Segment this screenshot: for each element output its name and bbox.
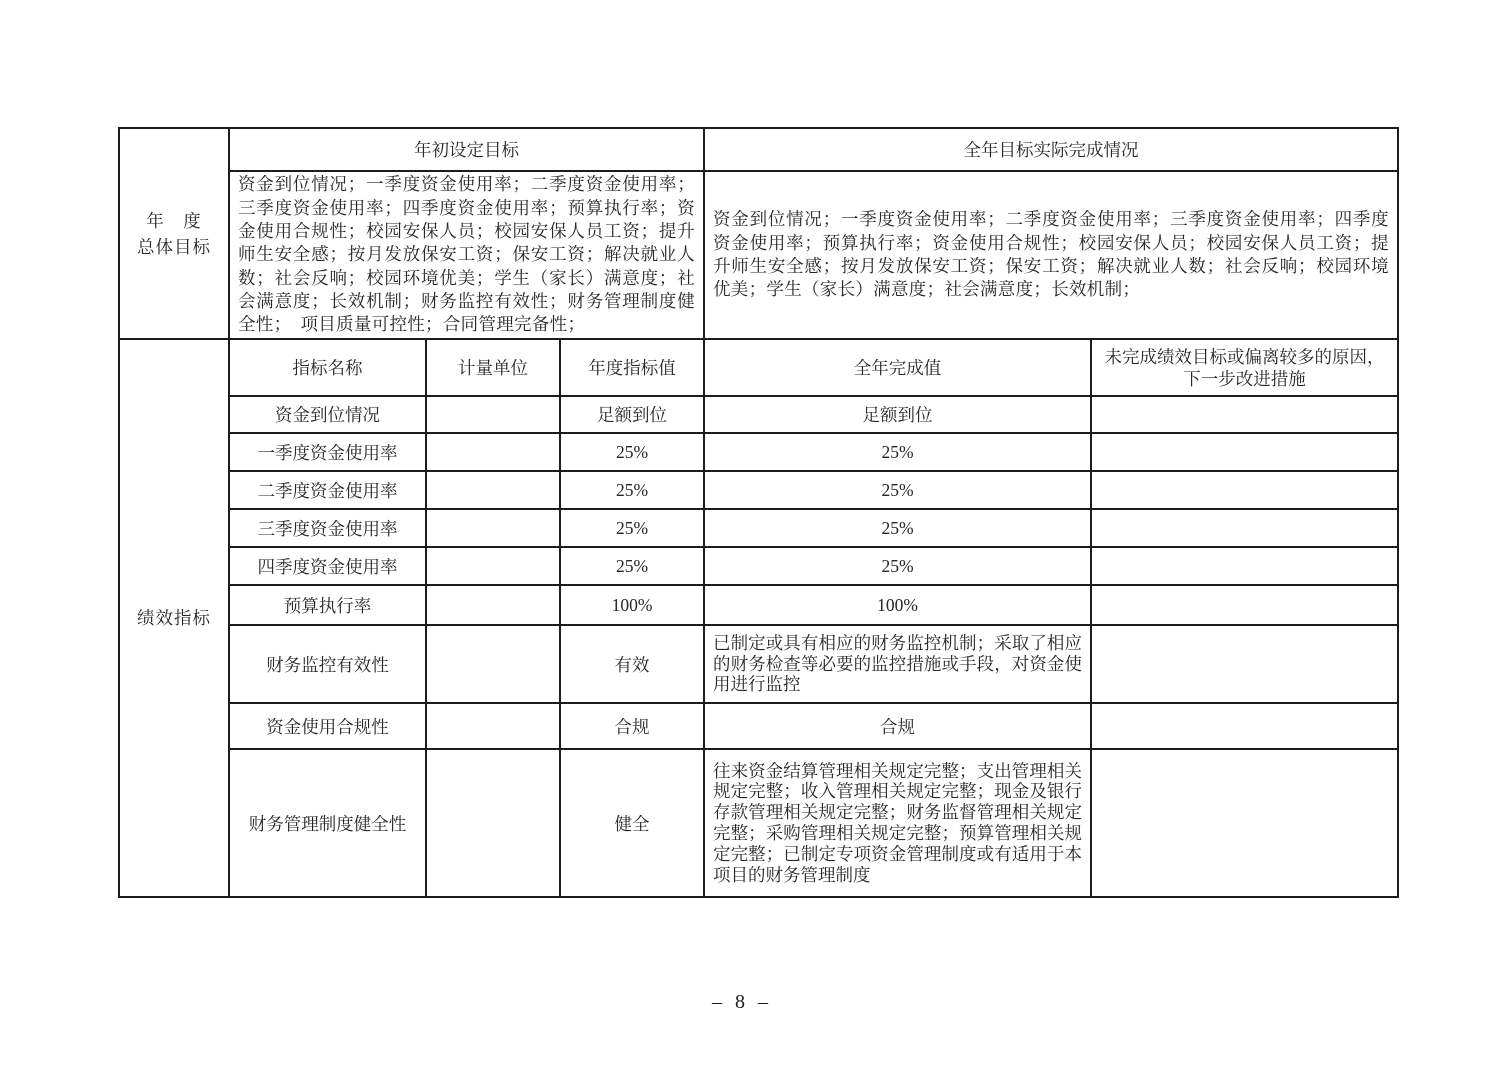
unit-cell (426, 585, 560, 625)
target-value-cell: 25% (560, 433, 704, 471)
indicators-row-label: 绩效指标 (119, 339, 229, 897)
indicator-name-cell: 一季度资金使用率 (229, 433, 426, 471)
actual-value-cell: 足额到位 (704, 396, 1091, 433)
set-goals-header: 年初设定目标 (229, 128, 704, 171)
annual-goals-header-row (119, 128, 1398, 171)
indicator-name-cell: 财务监控有效性 (229, 625, 426, 703)
reason-cell (1091, 471, 1398, 509)
indicator-row (119, 433, 1398, 471)
indicator-name-cell: 资金使用合规性 (229, 703, 426, 749)
set-goals-text: 资金到位情况；一季度资金使用率；二季度资金使用率；三季度资金使用率；四季度资金使用率；预算执行率；资金使用合规性；校园安保人员；校园安保人员工资；提升师生安全感；按月发放保安工资；保安工资；解决就业人数；社会反响；校园环境优美；学生（家长）满意度；社会满意度；长效机制；财务监控有效性；财务管理制度健全性； 项目质量可控性；合同管理完备性； (229, 171, 704, 339)
unit-cell (426, 625, 560, 703)
col-header-target: 年度指标值 (560, 339, 704, 396)
col-header-name: 指标名称 (229, 339, 426, 396)
target-value-cell: 25% (560, 547, 704, 585)
indicator-row (119, 509, 1398, 547)
unit-cell (426, 433, 560, 471)
unit-cell (426, 509, 560, 547)
indicator-row (119, 547, 1398, 585)
target-value-cell: 合规 (560, 703, 704, 749)
indicator-row (119, 585, 1398, 625)
unit-cell (426, 396, 560, 433)
completion-text: 资金到位情况；一季度资金使用率；二季度资金使用率；三季度资金使用率；四季度资金使用率；预算执行率；资金使用合规性；校园安保人员；校园安保人员工资；提升师生安全感；按月发放保安工资；保安工资；解决就业人数；社会反响；校园环境优美；学生（家长）满意度；社会满意度；长效机制； (704, 171, 1398, 339)
actual-value-cell: 25% (704, 509, 1091, 547)
reason-cell (1091, 509, 1398, 547)
annual-goals-label-line2: 总体目标 (137, 236, 211, 257)
unit-cell (426, 547, 560, 585)
target-value-cell: 有效 (560, 625, 704, 703)
indicator-name-cell: 二季度资金使用率 (229, 471, 426, 509)
actual-value-cell: 合规 (704, 703, 1091, 749)
actual-value-cell: 25% (704, 471, 1091, 509)
indicator-row (119, 471, 1398, 509)
annual-goals-content-row (119, 171, 1398, 339)
target-value-cell: 足额到位 (560, 396, 704, 433)
unit-cell (426, 471, 560, 509)
reason-cell (1091, 749, 1398, 897)
indicator-name-cell: 三季度资金使用率 (229, 509, 426, 547)
target-value-cell: 25% (560, 509, 704, 547)
actual-value-cell: 100% (704, 585, 1091, 625)
actual-value-cell: 已制定或具有相应的财务监控机制；采取了相应的财务检查等必要的监控措施或手段，对资金使用进行监控 (704, 625, 1091, 703)
unit-cell (426, 703, 560, 749)
indicator-name-cell: 财务管理制度健全性 (229, 749, 426, 897)
actual-value-cell: 25% (704, 433, 1091, 471)
indicator-name-cell: 预算执行率 (229, 585, 426, 625)
unit-cell (426, 749, 560, 897)
indicator-name-cell: 资金到位情况 (229, 396, 426, 433)
performance-report-table (118, 127, 1399, 898)
actual-value-cell: 25% (704, 547, 1091, 585)
actual-value-cell: 往来资金结算管理相关规定完整；支出管理相关规定完整；收入管理相关规定完整；现金及银行存款管理相关规定完整；财务监督管理相关规定完整；采购管理相关规定完整；预算管理相关规定完整；已制定专项资金管理制度或有适用于本项目的财务管理制度 (704, 749, 1091, 897)
reason-cell (1091, 625, 1398, 703)
reason-cell (1091, 585, 1398, 625)
indicator-row (119, 625, 1398, 703)
indicators-header-row (119, 339, 1398, 396)
indicator-name-cell: 四季度资金使用率 (229, 547, 426, 585)
col-header-reason: 未完成绩效目标或偏离较多的原因，下一步改进措施 (1091, 339, 1398, 396)
target-value-cell: 25% (560, 471, 704, 509)
reason-cell (1091, 433, 1398, 471)
reason-cell (1091, 547, 1398, 585)
indicator-row (119, 703, 1398, 749)
page-number: – 8 – (712, 991, 768, 1013)
target-value-cell: 100% (560, 585, 704, 625)
annual-goals-label-line1: 年 度 (146, 210, 202, 231)
completion-header: 全年目标实际完成情况 (704, 128, 1398, 171)
reason-cell (1091, 396, 1398, 433)
indicator-row (119, 396, 1398, 433)
indicator-row (119, 749, 1398, 897)
col-header-actual: 全年完成值 (704, 339, 1091, 396)
target-value-cell: 健全 (560, 749, 704, 897)
col-header-unit: 计量单位 (426, 339, 560, 396)
annual-goals-row-label (119, 128, 229, 339)
reason-cell (1091, 703, 1398, 749)
